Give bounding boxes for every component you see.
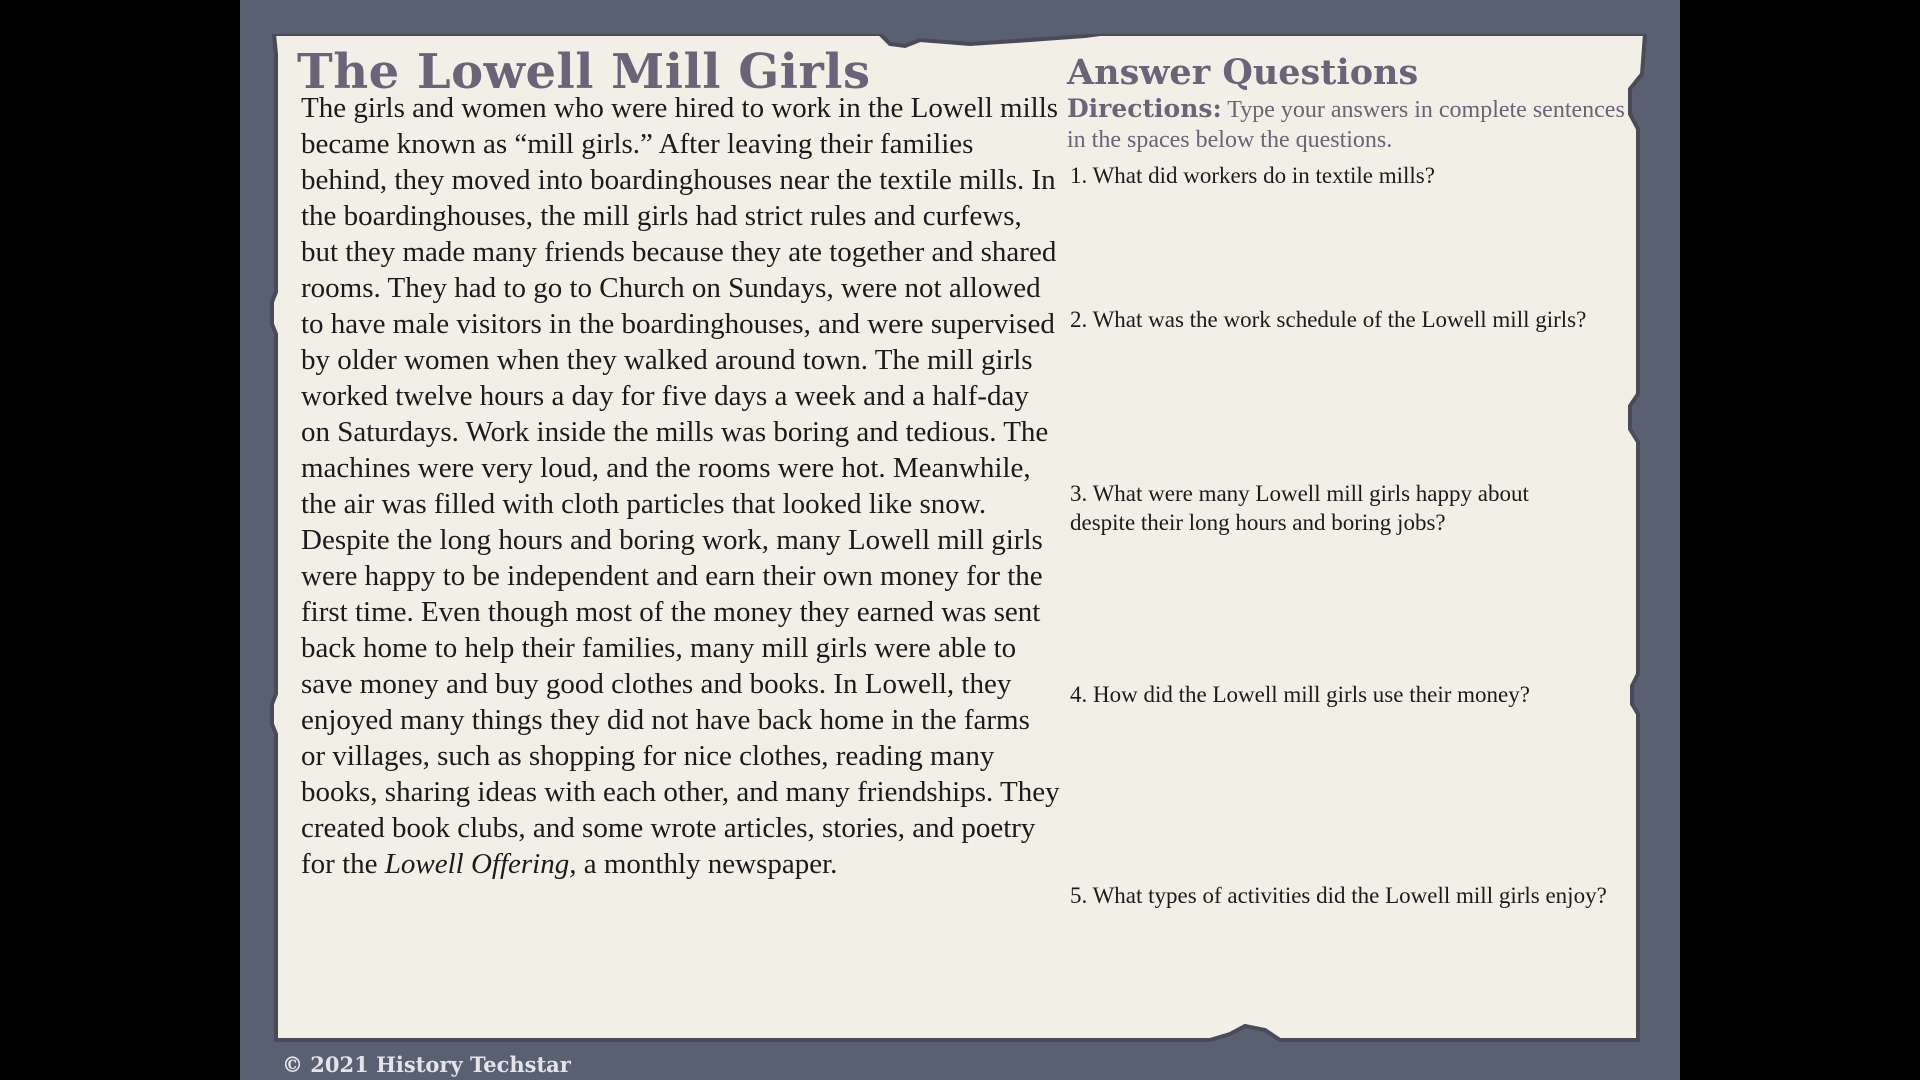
question-5-text: What types of activities did the Lowell mill girls enjoy? bbox=[1092, 883, 1607, 908]
directions bbox=[1067, 94, 1627, 155]
question-3 bbox=[1070, 479, 1590, 537]
question-4-text: How did the Lowell mill girls use their money? bbox=[1093, 682, 1530, 707]
copyright-footer: © 2021 History Techstar bbox=[282, 1052, 571, 1077]
passage-end: a monthly newspaper. bbox=[576, 848, 838, 880]
directions-label: Directions: bbox=[1067, 94, 1222, 123]
question-5 bbox=[1070, 881, 1610, 910]
question-3-number: 3. bbox=[1070, 481, 1088, 506]
question-2-number: 2. bbox=[1070, 307, 1088, 332]
answer-questions-title: Answer Questions bbox=[1067, 52, 1419, 93]
passage-text: The girls and women who were hired to work in the Lowell mills became known as “mill girls.” After leaving their families behind, they moved into boardinghouses near the textile mills. In the boardinghouses, the mill girls had strict rules and curfews, but they made many friends because they ate together and shared rooms. They had to go to Church on Sundays, were not allowed to have male visitors in the boardinghouses, and were supervised by older women when they walked around town. The mill girls worked twelve hours a day for five days a week and a half-day on Saturdays. Work inside the mills was boring and tedious. The machines were very loud, and the rooms were hot. Meanwhile, the air was filled with cloth particles that looked like snow. Despite the long hours and boring work, many Lowell mill girls were happy to be independent and earn their own money for the first time. Even though most of the money they earned was sent back home to help their families, many mill girls were able to save money and buy good clothes and books. In Lowell, they enjoyed many things they did not have back home in the farms or villages, such as shopping for nice clothes, reading many books, sharing ideas with each other, and many friendships. They created book clubs, and some wrote articles, stories, and poetry for the bbox=[301, 92, 1060, 880]
question-4-number: 4. bbox=[1070, 682, 1088, 707]
question-2 bbox=[1070, 305, 1670, 334]
question-3-text: What were many Lowell mill girls happy about despite their long hours and boring jobs? bbox=[1070, 481, 1529, 535]
reading-title: The Lowell Mill Girls bbox=[297, 44, 871, 100]
newspaper-name: Lowell Offering, bbox=[384, 848, 577, 880]
question-1 bbox=[1070, 161, 1630, 190]
question-2-text: What was the work schedule of the Lowell mill girls? bbox=[1092, 307, 1587, 332]
parchment-page bbox=[270, 34, 1650, 1044]
slide bbox=[240, 0, 1680, 1080]
directions-text: Type your answers in complete sentences in the spaces below the questions. bbox=[1067, 97, 1625, 153]
question-1-number: 1. bbox=[1070, 163, 1088, 188]
reading-passage bbox=[301, 90, 1061, 882]
question-1-text: What did workers do in textile mills? bbox=[1092, 163, 1435, 188]
question-4 bbox=[1070, 680, 1630, 709]
question-5-number: 5. bbox=[1070, 883, 1088, 908]
